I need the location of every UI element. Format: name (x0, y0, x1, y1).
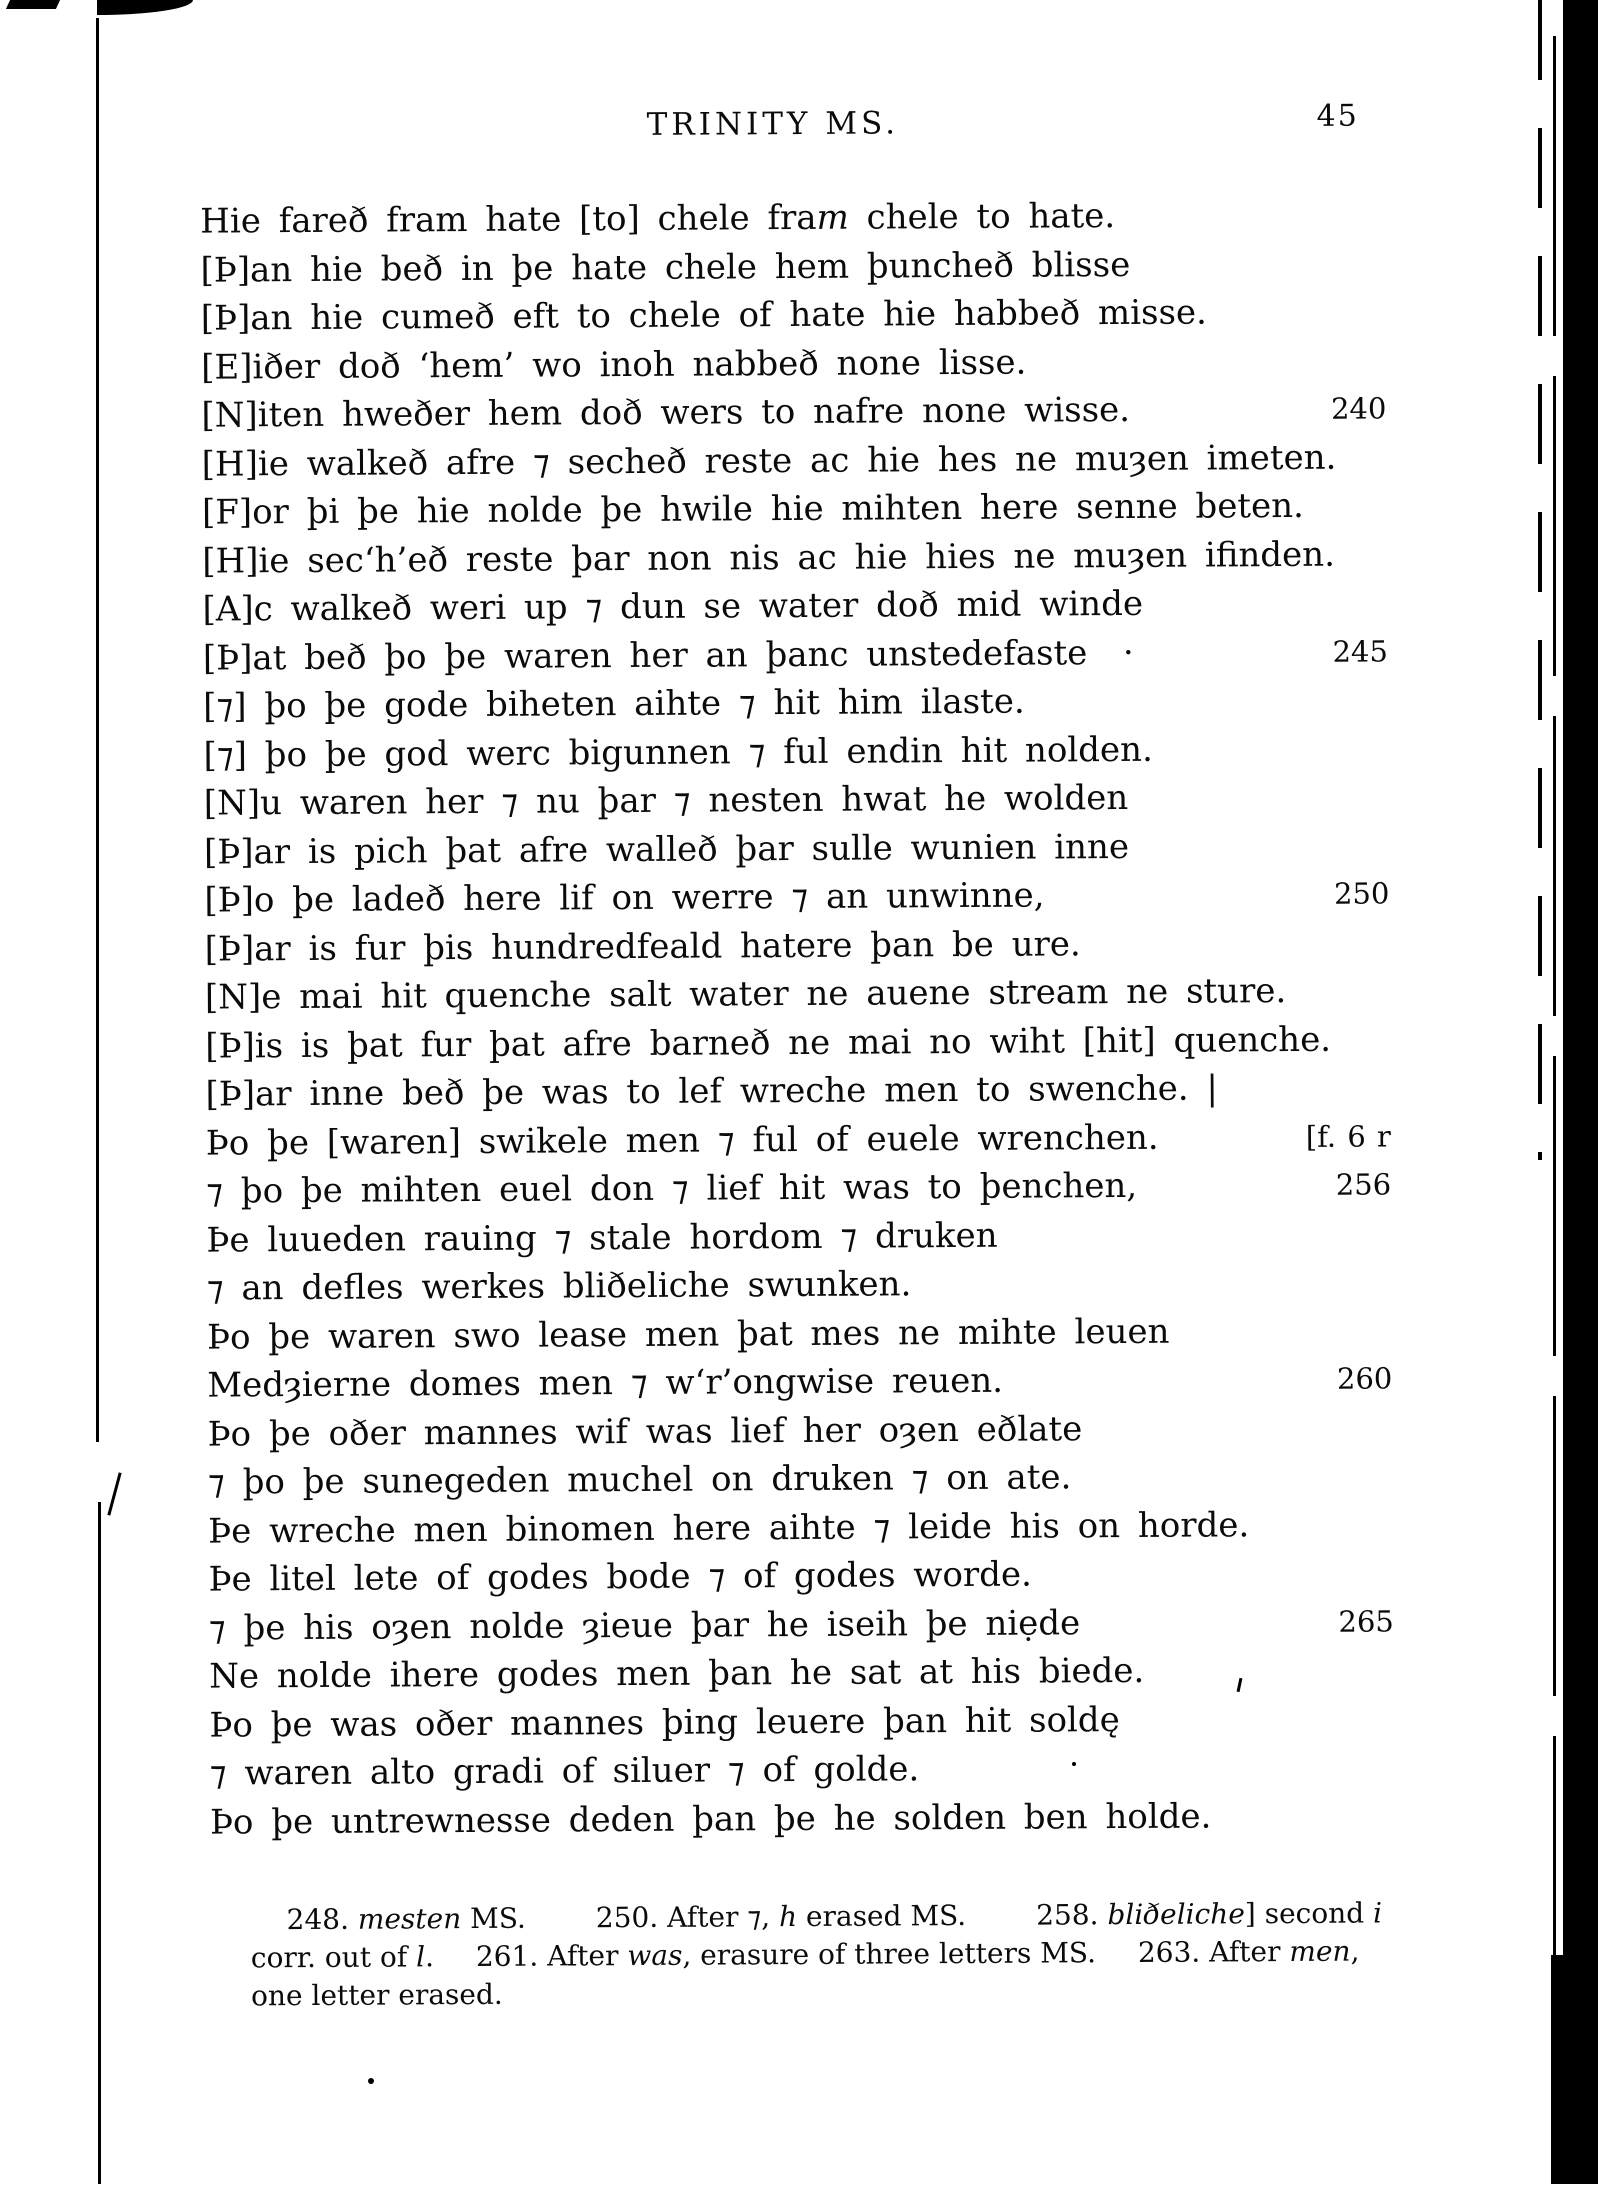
poem-line (201, 384, 1386, 440)
text-segment: men (1289, 1934, 1351, 1969)
text-segment: MS. 250. After ⁊, (461, 1900, 780, 1936)
poem-line (200, 239, 1385, 295)
text-segment: i (1372, 1896, 1383, 1930)
poem-line (205, 1063, 1390, 1119)
text-segment: [Þ]ar is fur þis hundredfeald hatere þan be ure. (204, 923, 1081, 970)
text-segment: Medȝierne domes men ⁊ w‘r’ongwise reuen. (207, 1360, 1004, 1406)
text-segment: [E]iðer doð ‘hem’ wo inoh nabbeð none lisse. (201, 342, 1027, 388)
footnote-line (251, 1932, 1411, 1977)
line-number-margin: 265 (1338, 1603, 1394, 1639)
text-segment: [Þ]an hie beð in þe hate chele hem þuncheð blisse (200, 244, 1131, 291)
poem-line (206, 1160, 1391, 1216)
text-segment: Þo þe was oðer mannes þing leuere þan hit soldę (209, 1699, 1120, 1746)
text-segment: 248. (286, 1902, 358, 1937)
poem-line (202, 578, 1387, 634)
poem-line (203, 675, 1388, 731)
poem-line (210, 1742, 1395, 1798)
line-number-margin: 260 (1336, 1361, 1393, 1396)
poem-line (204, 821, 1389, 877)
text-segment: chele to hate. (848, 196, 1116, 238)
poem-line (204, 772, 1389, 828)
text-segment: bliðeliche (1107, 1897, 1245, 1932)
text-segment: erased MS. 258. (796, 1898, 1108, 1934)
line-number-margin: 256 (1335, 1167, 1392, 1202)
poem-line (205, 966, 1390, 1022)
text-segment: [⁊] þo þe god werc bigunnen ⁊ ful endin hit nolden. (203, 729, 1153, 776)
text-segment: [Þ]o þe ladeð here lif on werre ⁊ an unwinne, (204, 875, 1045, 921)
poem-line (201, 336, 1386, 392)
poem-line (210, 1791, 1395, 1847)
text-segment: Þe wreche men binomen here aihte ⁊ leide his on horde. (208, 1504, 1250, 1552)
poem-line (202, 433, 1387, 489)
poem-line (205, 1015, 1390, 1071)
poem-line (203, 627, 1388, 683)
poem-line (202, 530, 1387, 586)
page-number: 45 (1316, 98, 1359, 134)
text-segment: one letter erased. (250, 1977, 503, 2013)
poem-line (209, 1645, 1394, 1701)
text-segment: corr. out of (250, 1940, 417, 1975)
poem-line (207, 1257, 1392, 1313)
poem-line (207, 1403, 1392, 1459)
text-segment: , (1350, 1934, 1360, 1968)
poem-line (207, 1354, 1392, 1410)
text-segment: Þo þe untrewnesse deden þan þe he solden ben holde. (209, 1796, 1212, 1843)
text-segment: , erasure of three letters MS. 263. After (682, 1935, 1290, 1972)
line-number-margin: 240 (1330, 391, 1387, 426)
folio-reference: [f. 6 r (1305, 1118, 1391, 1154)
poem-line (209, 1694, 1394, 1750)
poem-line (203, 724, 1388, 780)
footnotes (250, 1894, 1411, 2015)
poem-line (202, 481, 1387, 537)
text-segment: [N]e mai hit quenche salt water ne auene stream ne sture. (204, 971, 1287, 1018)
text-segment: Þo þe oðer mannes wif was lief her oȝen eðlate (207, 1408, 1083, 1455)
poem-line (208, 1548, 1393, 1604)
text-segment: ⁊ þo þe sunegeden muchel on druken ⁊ on ate. (207, 1457, 1072, 1503)
text-segment: [N]iten hweðer hem doð wers to nafre none wisse. (201, 389, 1131, 436)
page-header-title: TRINITY MS. (646, 105, 900, 143)
text-segment: [Þ]at beð þo þe waren her an þanc unstedefaste · (202, 632, 1134, 679)
poem-line (209, 1597, 1394, 1653)
text-segment: [Þ]an hie cumeð eft to chele of hate hie habbeð misse. (200, 292, 1208, 339)
text-segment: m (816, 197, 849, 238)
text-segment: [N]u waren her ⁊ nu þar ⁊ nesten hwat he wolden (203, 777, 1129, 824)
poem-line (204, 869, 1389, 925)
text-segment: Þe litel lete of godes bode ⁊ of godes worde. (208, 1554, 1032, 1600)
poem-line (201, 287, 1386, 343)
text-segment: h (778, 1900, 798, 1934)
text-segment: Ne nolde ihere godes men þan he sat at his biede. (209, 1650, 1145, 1697)
poem-line (205, 918, 1390, 974)
text-segment: . 261. After (424, 1939, 628, 1974)
poem-line (207, 1306, 1392, 1362)
line-number-margin: 250 (1333, 876, 1390, 911)
text-segment: ⁊ þe his oȝen nolde ȝieue þar he iseih þe niẹde (208, 1602, 1081, 1649)
poem-line (208, 1500, 1393, 1556)
poem-line (208, 1451, 1393, 1507)
poem (200, 190, 1395, 1846)
text-segment: mesten (357, 1902, 462, 1936)
text-segment: [H]ie sec‘h’eð reste þar non nis ac hie hies ne muȝen ifinden. (202, 534, 1336, 582)
text-segment: was (627, 1938, 683, 1973)
text-segment: [Þ]ar inne beð þe was to lef wreche men to swenche. | (205, 1068, 1218, 1115)
text-segment: [Þ]is is þat fur þat afre barneð ne mai no wiht [hit] quenche. (205, 1019, 1332, 1067)
text-segment: ⁊ þo þe mihten euel don ⁊ lief hit was to þenchen, (206, 1165, 1138, 1212)
text-segment: [Þ]ar is pich þat afre walleð þar sulle wunien inne (203, 826, 1130, 873)
text-segment: [A]c walkeð weri up ⁊ dun se water doð mid winde (202, 583, 1144, 630)
line-number-margin: 245 (1332, 633, 1388, 669)
text-segment: [⁊] þo þe gode biheten aihte ⁊ hit him ilaste. (203, 681, 1025, 727)
poem-line (206, 1112, 1391, 1168)
text-segment: [H]ie walkeð afre ⁊ secheð reste ac hie hes ne muȝen imeten. (201, 437, 1337, 485)
footnote-line (251, 1970, 1411, 2015)
poem-line (206, 1209, 1391, 1265)
poem-line (200, 190, 1385, 246)
text-segment: Þo þe waren swo lease men þat mes ne mihte leuen (206, 1311, 1170, 1358)
text-segment: ⁊ an defles werkes bliðeliche swunken. (206, 1264, 912, 1309)
text-segment: Þo þe [waren] swikele men ⁊ ful of euele wrenchen. (205, 1117, 1159, 1164)
text-segment: Hie fareð fram hate [to] chele fra (200, 197, 817, 242)
text-segment: [F]or þi þe hie nolde þe hwile hie mihten here senne beten. (201, 485, 1304, 533)
text-segment: ] second (1244, 1896, 1374, 1931)
text-segment: ⁊ waren alto gradi of siluer ⁊ of golde. (209, 1749, 920, 1794)
text-segment: Þe luueden rauing ⁊ stale hordom ⁊ druken (206, 1215, 998, 1261)
text-segment: l (415, 1940, 426, 1974)
